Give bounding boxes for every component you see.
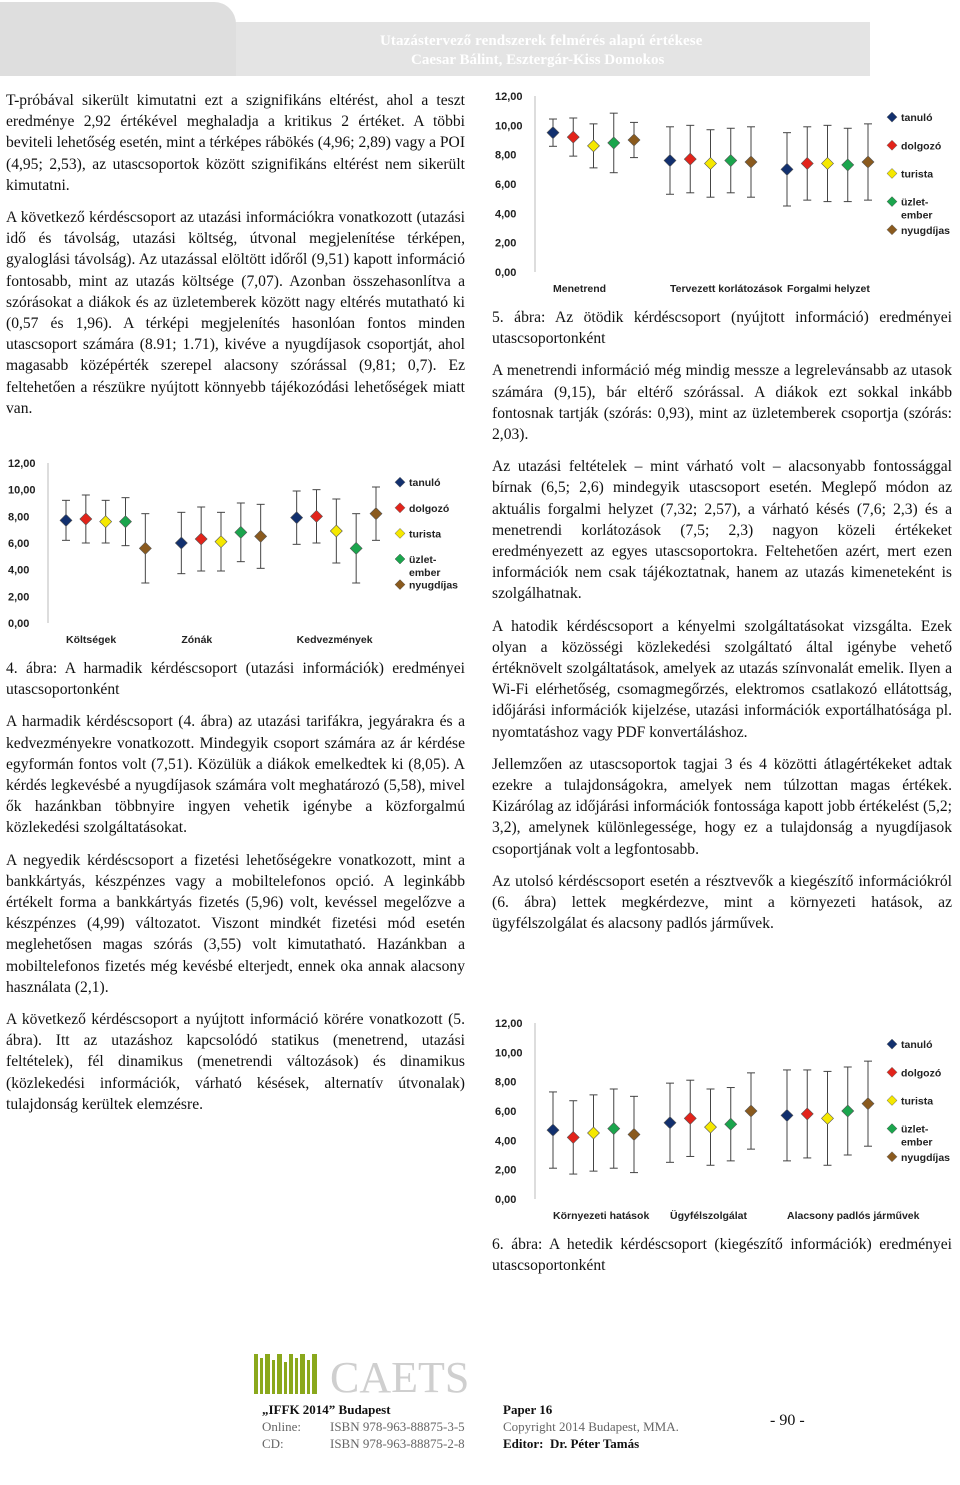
data-point [608,137,620,149]
right-paragraph-1: A menetrendi információ még mindig messze a legrelevánsabb az utasok számára (9,15), bár eltérő szórással. A diákok ezt sokkal inkább fontosnak tartják (szórás: 0,93), mint az üzletemberek csoportja (szórás: 2,03). [492,362,952,444]
legend-label: turista [901,1095,934,1108]
y-tick-label: 2,00 [495,1164,517,1177]
figure-5-svg [493,88,958,296]
right-paragraph-4: Jellemzően az utascsoportok tagjai 3 és 4 közötti átlagértékeket adtak ezekre a tulajdonságokra, amelyek nem túlzottan magas értékek. Kizárólag az időjárási információk fontossága kapott jobb értékelést (5,2; 3,2), amelynek különlegessége, hogy ez a tulajdonság a nyugdíjasok csoportjának volt a legfontosabb. [492,755,952,858]
category-label: Ügyfélszolgálat [670,1210,748,1222]
data-point [664,155,676,167]
data-point [588,1127,600,1139]
data-point [684,1112,696,1124]
category-label: Környezeti hatások [553,1210,650,1222]
caets-logo [254,1352,484,1398]
legend-label: dolgozó [409,502,450,515]
category-label: Kedvezmények [296,634,373,646]
header-title: Utazástervező rendszerek felmérés alapú értékese [380,33,703,49]
legend-marker [887,1152,897,1162]
caets-logo-svg [254,1352,484,1398]
data-point [725,1118,737,1130]
y-tick-label: 12,00 [495,1018,523,1030]
category-label: Alacsony padlós járművek [787,1210,920,1222]
right-paragraph-3: A hatodik kérdéscsoport a kényelmi szolgáltatásokat vizsgálta. Ezek olyan a közösségi közlekedési szolgáltató által igénybe vehető értéknövelt szolgáltatások, amelyek az utazás színvonalát emelik. Ilyen a Wi-Fi elérhetőség, csomagmegőrzés, elektromos csatlakozó ellátottság, időjárási információk kijelzése, utazási információk exportálhatósága pl. nyomtatáshoz vagy PDF konvertáláshoz. [492,617,952,741]
legend-marker [395,554,405,564]
data-point [175,537,187,549]
legend-label: üzlet- [901,196,929,209]
left-paragraph-3: A harmadik kérdéscsoport (4. ábra) az utazási tarifákra, jegyárakra és a kedvezményekre vonatkozott. Mindegyik csoport számára az ár kérdése egyformán fontos volt (7,51). Közülük a diákok emelkedtek ki (8,05). A kérdés legkevésbé a nyugdíjasok számára volt meghatározó (5,58), mivel ők hazánkban többnyire ingyen vehetik igénybe a közforgalmú közlekedési szolgáltatásokat. [6,713,465,837]
y-tick-label: 12,00 [495,91,523,103]
y-tick-label: 6,00 [495,1106,517,1118]
figure-5-caption: 5. ábra: Az ötödik kérdéscsoport (nyújtott információ) eredményei utascsoportonként [492,309,952,348]
left-col-bottom [6,658,465,1115]
data-point [370,508,382,520]
legend-marker [887,140,897,150]
data-point [291,512,303,524]
y-tick-label: 4,00 [8,564,30,577]
legend-marker [395,477,405,487]
legend-label: tanuló [409,477,441,490]
legend-label: turista [409,528,442,541]
footer-online-label: Online: [262,1419,301,1434]
data-point [664,1117,676,1129]
data-point [311,510,323,522]
caets-logo-text: CAETS [330,1353,470,1398]
legend-marker [395,503,405,513]
y-tick-label: 4,00 [495,1135,517,1148]
legend-marker [887,197,897,207]
legend-label: nyugdíjas [901,224,951,237]
data-point [547,127,559,139]
data-point [588,140,600,152]
legend-label: turista [901,168,934,181]
data-point [781,163,793,175]
data-point [100,516,112,528]
footer-cd-isbn: ISBN 978-963-88875-2-8 [330,1436,465,1451]
data-point [862,156,874,168]
header-authors: Caesar Bálint, Esztergár-Kiss Domokos [411,52,665,68]
data-point [628,134,640,146]
legend-marker [395,528,405,538]
legend-marker [887,112,897,122]
right-paragraph-5: Az utolsó kérdéscsoport esetén a résztvevők a kiegészítő információkról (6. ábra) lettek megkérdezve, mint a környezeti hatások, az ügyfélszolgálat és alacsony padlós járművek. [492,872,952,933]
y-tick-label: 6,00 [495,179,517,191]
data-point [350,542,362,554]
data-point [781,1109,793,1121]
data-point [725,155,737,167]
left-paragraph-4: A negyedik kérdéscsoport a fizetési lehetőségekre vonatkozott, mint a bankkártyás, készpénzes vagy a mobiltelefonos opció. A leginkább értékelt forma a bankkártyás fizetés (5,96) volt, kevéssel megelőzve a készpénzes (4,99) változatot. Viszont mindkét fizetési mód esetén meglehetősen magas szórás (3,55) volt kimutatható. Hazánkban a mobiltelefonos fizetés még kevésbé elterjedt, ennek oka annak alacsony használata (2,1). [6,851,465,996]
right-col-top [492,307,952,934]
left-paragraph-1: T-próbával sikerült kimutatni ezt a szignifikáns eltérést, ahol a teszt eredménye 2,92 értékével meghaladja a kritikus 2 értéket. A többi beviteli lehetőség esetén, mint a térképes rábökés (4,96; 2,89) vagy a POI (4,95; 2,53), az utascsoportok között szignifikáns eltérést nem sikerült kimutatni. [6,92,466,194]
y-tick-label: 4,00 [495,208,517,221]
data-point [684,153,696,165]
category-label: Zónák [181,634,213,646]
data-point [215,536,227,548]
left-paragraph-2: A következő kérdéscsoport az utazási információkra vonatkozott (utazási idő és távolság, utazási költség, útvonal megjelenítése térképen, gyaloglási távolság). Az utazással elöltött időről (9,51) kapott információ fontosabb, mint az utazás költsége (7,07). Azonban összehasonlítva a szórásokat a diákok és az üzletemberek között nagy eltérés mutatható ki (0,57 és 1,96). A térképi megjelenítés hasonlóan fontos minden utascsoport számára (8.91; 1.71), kivéve a nyugdíjasok csoportját, ahol magasabb középérték szerepel alacsony szórással (9,81; 0,7). Ez feltehetően a részükre nyújtott könnyebb tájékozódási lehetőségek miatt van. [6,209,465,417]
y-tick-label: 0,00 [495,267,517,279]
legend-label: nyugdíjas [901,1151,951,1164]
legend-marker [887,1039,897,1049]
y-tick-label: 2,00 [8,591,30,604]
figure-6-caption: 6. ábra: A hetedik kérdéscsoport (kiegészítő információk) eredményei utascsoportonként [492,1236,952,1275]
data-point [139,542,151,554]
y-tick-label: 10,00 [8,484,36,497]
data-point [195,533,207,545]
footer-cd-label: CD: [262,1436,284,1451]
footer-editor-label: Editor: [503,1436,544,1451]
page-number: - 90 - [770,1412,805,1429]
data-point [567,131,579,143]
category-label: Tervezett korlátozások [670,283,783,295]
legend-label: üzlet- [901,1123,929,1136]
data-point [862,1098,874,1110]
data-point [60,514,72,526]
legend-label: üzlet- [409,554,437,566]
data-point [745,156,757,168]
data-point [822,1112,834,1124]
legend-label-cont: ember [409,567,441,579]
y-tick-label: 10,00 [495,120,523,133]
legend-marker [395,580,405,590]
footer-paper: Paper 16 [503,1402,553,1417]
right-col-bottom [492,1234,952,1276]
y-tick-label: 8,00 [495,1076,517,1089]
data-point [80,513,92,525]
legend-marker [887,225,897,235]
left-col-top [6,90,465,419]
y-tick-label: 6,00 [8,538,30,550]
figure-4-svg [6,455,466,647]
header-tab [0,2,236,76]
legend-label-cont: ember [901,209,933,222]
legend-marker [887,1067,897,1077]
y-tick-label: 12,00 [8,458,36,470]
data-point [842,1105,854,1117]
data-point [705,1121,717,1133]
footer-conference: „IFFK 2014” Budapest [262,1402,391,1417]
data-point [801,157,813,169]
figure-6-svg [493,1015,958,1223]
data-point [842,159,854,171]
footer-online-isbn: ISBN 978-963-88875-3-5 [330,1419,465,1434]
legend-label: dolgozó [901,140,942,153]
data-point [628,1128,640,1140]
data-point [547,1124,559,1136]
category-label: Menetrend [553,283,607,295]
right-paragraph-2: Az utazási feltételek – mint várható volt – alacsonyabb fontossággal bírnak (6,5; 2,6) mindegyik utascsoport esetén. Meglepő módon az aktuális forgalmi helyzet (7,32; 2,57), a várható késés (7,6; 2,3) és a menetrendi korlátozások (7,5; 2,3) nagyon közeli értékeket eredményezett az egyes utascsoportokra. Feltehetően azért, mert ezen információk nem csak tájékoztatnak, hanem az utazás kimeneteként is szolgálhatnak. [492,458,952,603]
figure-6-chart [493,1015,958,1223]
footer-editor-name: Dr. Péter Tamás [550,1436,640,1451]
y-tick-label: 0,00 [8,618,30,630]
left-paragraph-5: A következő kérdéscsoport a nyújtott információ körére vonatkozott (5. ábra). Itt az utazáshoz kapcsolódó statikus (menetrend, utazási feltételek), fél dinamikus (menetrendi változások) és dinamikus (közlekedési információk, várható késések, alternatív útvonalak) tulajdonság kerültek elemzésre. [6,1011,465,1113]
data-point [822,157,834,169]
data-point [745,1105,757,1117]
data-point [330,525,342,537]
legend-marker [887,168,897,178]
legend-marker [887,1095,897,1105]
data-point [608,1123,620,1135]
legend-label: tanuló [901,1039,933,1052]
y-tick-label: 8,00 [495,149,517,162]
category-label: Költségek [66,634,117,646]
legend-label: nyugdíjas [409,579,459,592]
footer-copyright: Copyright 2014 Budapest, MMA. [503,1419,679,1434]
y-tick-label: 0,00 [495,1194,517,1206]
legend-label: dolgozó [901,1067,942,1080]
legend-marker [887,1124,897,1134]
y-tick-label: 8,00 [8,511,30,524]
legend-label-cont: ember [901,1136,933,1149]
figure-4-chart [6,455,466,647]
data-point [235,526,247,538]
y-tick-label: 10,00 [495,1047,523,1060]
data-point [567,1131,579,1143]
data-point [705,157,717,169]
category-label: Forgalmi helyzet [787,283,870,295]
data-point [801,1108,813,1120]
figure-4-caption: 4. ábra: A harmadik kérdéscsoport (utazási információk) eredményei utascsoportonként [6,660,465,699]
legend-label: tanuló [901,112,933,125]
figure-5-chart [493,88,958,296]
data-point [255,530,267,542]
data-point [120,516,132,528]
y-tick-label: 2,00 [495,237,517,250]
